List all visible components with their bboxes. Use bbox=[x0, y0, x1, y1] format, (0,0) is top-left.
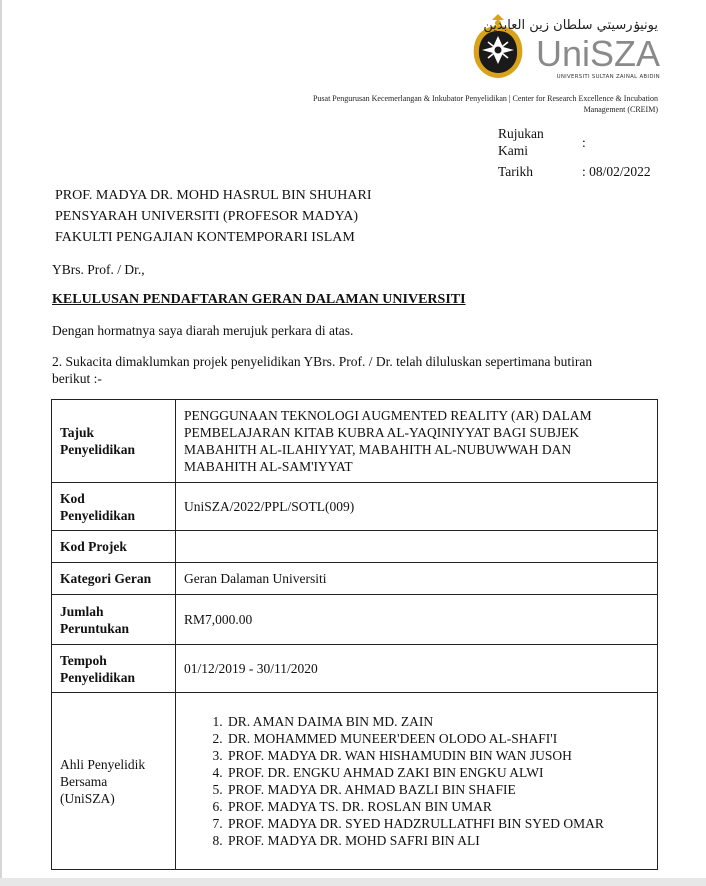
recipient-position: PENSYARAH UNIVERSITI (PROFESOR MADYA) bbox=[55, 209, 358, 224]
jumlah-value: RM7,000.00 bbox=[176, 595, 658, 645]
tarikh-value: : 08/02/2022 bbox=[582, 164, 651, 179]
list-item: 3. PROF. MADYA DR. WAN HISHAMUDIN BIN WAN JUSOH bbox=[226, 747, 649, 764]
logo-subtitle: UNIVERSITI SULTAN ZAINAL ABIDIN bbox=[556, 74, 660, 80]
list-item: 6. PROF. MADYA TS. DR. ROSLAN BIN UMAR bbox=[226, 798, 649, 815]
ahli-label: Ahli Penyelidik Bersama (UniSZA) bbox=[52, 693, 176, 870]
jumlah-label: Jumlah Peruntukan bbox=[52, 595, 176, 645]
paragraph-line: berikut :- bbox=[52, 371, 102, 386]
table-row bbox=[52, 645, 658, 693]
subject-heading: KELULUSAN PENDAFTARAN GERAN DALAMAN UNIVERSITI bbox=[52, 292, 466, 307]
logo-wordmark bbox=[530, 34, 660, 72]
list-item: 8. PROF. MADYA DR. MOHD SAFRI BIN ALI bbox=[226, 832, 649, 849]
ahli-value bbox=[176, 693, 658, 870]
centre-line: Management (CREIM) bbox=[583, 105, 658, 114]
list-item: 7. PROF. MADYA DR. SYED HADZRULLATHFI BIN SYED OMAR bbox=[226, 815, 649, 832]
paragraph-1: Dengan hormatnya saya diarah merujuk perkara di atas. bbox=[52, 323, 354, 338]
kod-value: UniSZA/2022/PPL/SOTL(009) bbox=[176, 483, 658, 531]
table-row bbox=[52, 563, 658, 595]
tempoh-value: 01/12/2019 - 30/11/2020 bbox=[176, 645, 658, 693]
rujukan-label: Kami bbox=[498, 143, 528, 158]
recipient-address bbox=[55, 185, 372, 248]
table-row bbox=[52, 595, 658, 645]
tajuk-value: PENGGUNAAN TEKNOLOGI AUGMENTED REALITY (AR) DALAM PEMBELAJARAN KITAB KUBRA AL-YAQINIYYAT BAGI SUBJEK MABAHITH AL-ILAHIYYAT, MABAHITH AL-NUBUWWAH DAN MABAHITH AL-SAM'IYYAT bbox=[176, 400, 658, 483]
members-list bbox=[184, 713, 649, 849]
list-item: 5. PROF. MADYA DR. AHMAD BAZLI BIN SHAFIE bbox=[226, 781, 649, 798]
svg-text:UniSZA: UniSZA bbox=[535, 34, 660, 72]
kod-label: Kod Penyelidikan bbox=[52, 483, 176, 531]
unisza-logo bbox=[470, 14, 660, 84]
centre-line: Pusat Pengurusan Kecemerlangan & Inkubator Penyelidikan | Center for Research Excellence & Incubation bbox=[312, 94, 658, 103]
paragraph-line: 2. Sukacita dimaklumkan projek penyelidikan YBrs. Prof. / Dr. telah diluluskan sepertimana butiran bbox=[52, 354, 593, 369]
table-row bbox=[52, 531, 658, 563]
page-edge bbox=[0, 0, 2, 886]
centre-name bbox=[230, 93, 658, 115]
paragraph-2 bbox=[52, 353, 662, 387]
tarikh-label: Tarikh bbox=[498, 164, 534, 179]
tempoh-label: Tempoh Penyelidikan bbox=[52, 645, 176, 693]
rujukan-label: Rujukan bbox=[498, 126, 544, 141]
list-item: 2. DR. MOHAMMED MUNEER'DEEN OLODO AL-SHAFI'I bbox=[226, 730, 649, 747]
kategori-value: Geran Dalaman Universiti bbox=[176, 563, 658, 595]
list-item: 4. PROF. DR. ENGKU AHMAD ZAKI BIN ENGKU ALWI bbox=[226, 764, 649, 781]
salutation: YBrs. Prof. / Dr., bbox=[52, 262, 145, 277]
tajuk-label: Tajuk Penyelidikan bbox=[52, 400, 176, 483]
list-item: 1. DR. AMAN DAIMA BIN MD. ZAIN bbox=[226, 713, 649, 730]
grant-details-table bbox=[51, 399, 658, 870]
recipient-name: PROF. MADYA DR. MOHD HASRUL BIN SHUHARI bbox=[55, 188, 372, 203]
kod-projek-value bbox=[176, 531, 658, 563]
recipient-faculty: FAKULTI PENGAJIAN KONTEMPORARI ISLAM bbox=[55, 230, 355, 245]
table-row bbox=[52, 483, 658, 531]
kategori-label: Kategori Geran bbox=[52, 563, 176, 595]
table-row bbox=[52, 693, 658, 870]
table-row bbox=[52, 400, 658, 483]
page-bottom-edge bbox=[0, 878, 706, 886]
kod-projek-label: Kod Projek bbox=[52, 531, 176, 563]
rujukan-value: : bbox=[582, 135, 586, 150]
logo-arabic-text: يونيۏرسيتي سلطان زين العابدين bbox=[483, 18, 658, 33]
